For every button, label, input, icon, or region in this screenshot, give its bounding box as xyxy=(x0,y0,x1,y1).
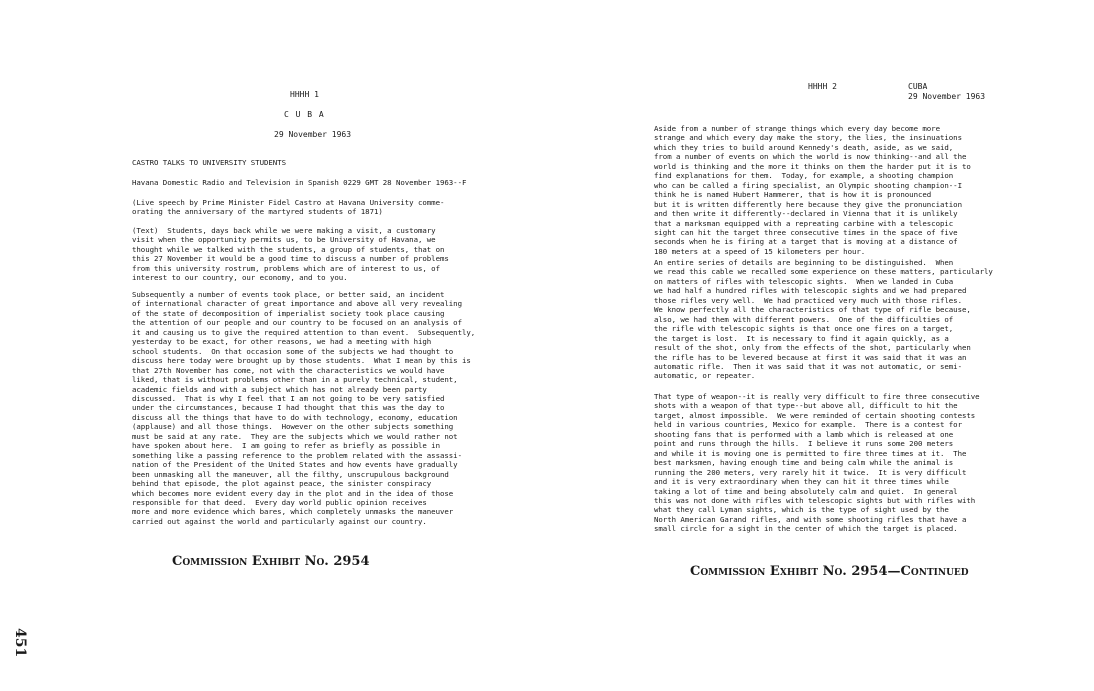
header-country: CUBA xyxy=(908,82,928,91)
exhibit-label: Commission Exhibit No. 2954 xyxy=(172,554,370,569)
header-date: 29 November 1963 xyxy=(908,92,986,101)
paragraph: That type of weapon--it is really very difficult to fire three consecutive shots with a weapon of that type--but above all, difficult to hit the target, almost impossible. We were reminded of certain shooting contests held in various countries, Mexico for example. There is a contest for shooting fans that is performed with a lamb which is released at one point and runs through the hills. I believe it runs some 200 meters and while it is moving one is permitted to fire three times at it. The best marksmen, having enough time and being calm while the animal is running the 200 meters, very rarely hit it twice. It is very difficult and it is very extraordinary when they can hit it three times while taking a lot of time and being absolutely calm and quiet. In general this was not done with rifles with telescopic sights but with rifles with what they call Lyman sights, which is the type of sight used by the North American Garand rifles, and with some shooting rifles that have a small circle for a sight in the center of which the target is placed. xyxy=(654,392,980,534)
paragraph: Subsequently a number of events took place, or better said, an incident of international character of great importance and above all very revealing of the state of decomposition of imperialist society took place causing the attention of our people and our country to be focused on an analysis of it and causing us to give the required attention to than event. Subsequently, yesterday to be exact, for other reasons, we had a meeting with high school students. On that occasion some of the subjects we had thought to discuss here today were brought up by those students. What I mean by this is that 27th November has come, not with the characteristics we would have liked, that is without problems other than in a purely technical, student, academic fields and with a subject which has not already been party discussed. That is why I feel that I am not going to be very satisfied under the circumstances, because I had thought that this was the day to discuss all the things that have to do with technology, economy, education (applause) and all those things. However on the other subjects something must be said at any rate. They are the subjects which we would rather not have spoken about here. I am going to refer as briefly as possible in something like a passing reference to the problem related with the assassi- nation of the President of the United States and how events have gradually been unmasking all the maneuver, all the filthy, unscrupulous background behind that episode, the plot against peace, the sinister conspiracy which becomes more evident every day in the plot and in the idea of those responsible for that deed. Every day world public opinion receives more and more evidence which bares, which completely unmasks the maneuver carried out against the world and particularly against our country. xyxy=(132,290,476,526)
left-page xyxy=(120,0,560,691)
intro-text: (Live speech by Prime Minister Fidel Castro at Havana University comme- orating the anniversary of the martyred students of 1871) xyxy=(132,198,445,217)
right-page xyxy=(640,0,1060,691)
header-country: C U B A xyxy=(284,110,325,119)
header-code: HHHH 1 xyxy=(290,90,319,99)
source-line: Havana Domestic Radio and Television in Spanish 0229 GMT 28 November 1963--F xyxy=(132,178,467,187)
paragraph: Aside from a number of strange things which every day become more strange and which every day make the story, the lies, the insinuations which they tries to build around Kennedy's death, aside, as we said, from a number of events on which the world is now thinking--and all the world is thinking and the more it thinks on them the harder put it is to find explanations for them. Today, for example, a shooting champion who can be called a firing specialist, an Olympic shooting champion--I think he is named Hubert Hammerer, that is how it is pronounced but it is written differently here because they give the pronunciation and then write it differently--declared in Vienna that it is unlikely that a marksman equipped with a repreating carbine with a telescopic sight can hit the target three consecutive times in the space of five seconds when he is firing at a target that is moving at a distance of 180 meters at a speed of 15 kilometers per hour. xyxy=(654,124,971,256)
header-code: HHHH 2 xyxy=(808,82,837,91)
headline: CASTRO TALKS TO UNIVERSITY STUDENTS xyxy=(132,158,286,167)
header-date: 29 November 1963 xyxy=(274,130,352,139)
paragraph: An entire series of details are beginning to be distinguished. When we read this cable we recalled some experience on these matters, particularly on matters of rifles with telescopic sights. When we landed in Cuba we had half a hundred rifles with telescopic sights and we had prepared those rifles very well. We had practiced very much with those rifles. We know perfectly all the characteristics of that type of rifle because, also, we had them with different powers. One of the difficulties of the rifle with telescopic sights is that once one fires on a target, the target is lost. It is necessary to find it again quickly, as a result of the shot, only from the effects of the shot, particularly when the rifle has to be levered because at first it was said that it was an automatic rifle. Then it was said that it was not automatic, or semi- automatic, or repeater. xyxy=(654,258,993,381)
exhibit-label: Commission Exhibit No. 2954—Continued xyxy=(690,564,969,579)
paragraph: (Text) Students, days back while we were making a visit, a customary visit when the opportunity permits us, to be University of Havana, we thought while we talked with the students, a group of students, that on this 27 November it would be a good time to discuss a number of problems from this university rostrum, problems which are of interest to us, of interest to our country, our economy, and to you. xyxy=(132,226,449,283)
page-number: 451 xyxy=(12,628,28,658)
